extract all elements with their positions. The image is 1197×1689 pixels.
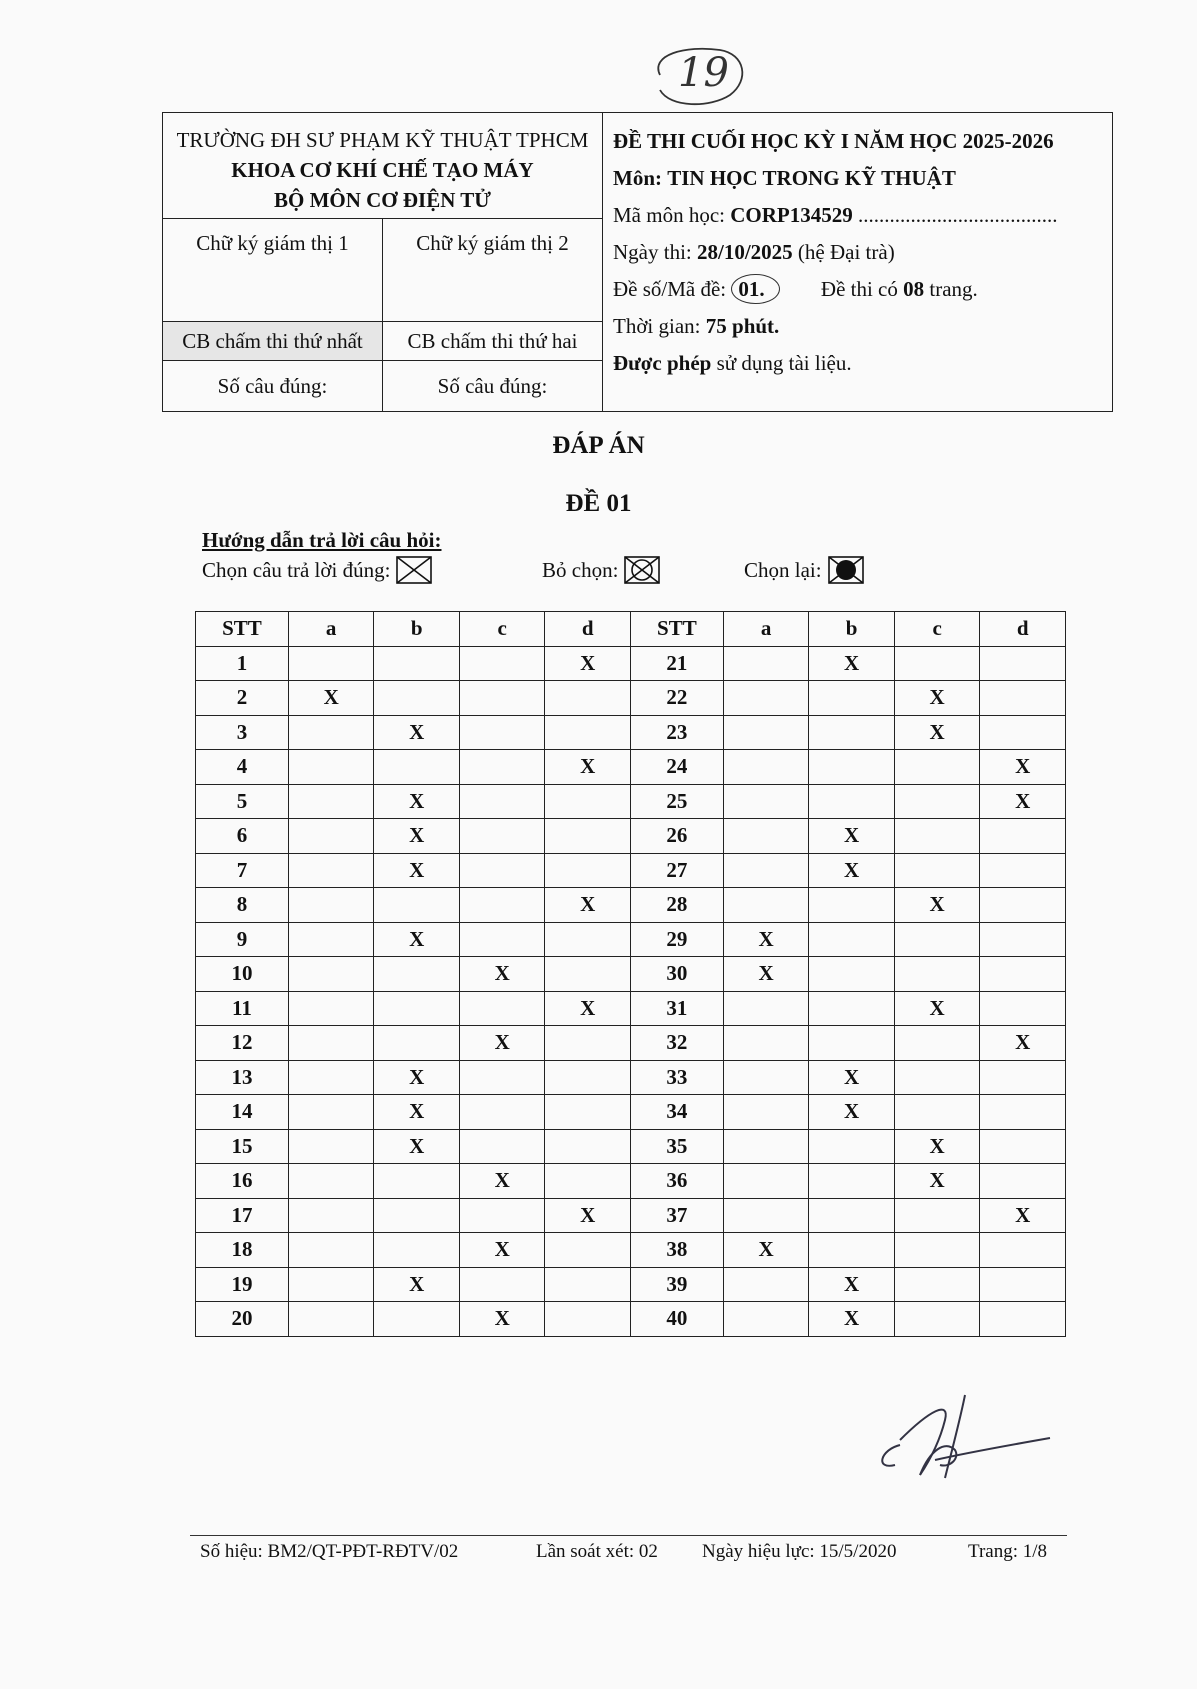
cell-a-right: X: [723, 1233, 809, 1268]
cell-stt-left: 12: [196, 1026, 289, 1061]
exam-number-line: [613, 271, 1103, 308]
proctor-signature-row: [163, 219, 602, 322]
handwritten-signature-icon: [860, 1390, 1060, 1490]
cell-d-right: [980, 922, 1066, 957]
cell-c-left: [459, 681, 545, 716]
cell-d-right: [980, 957, 1066, 992]
cell-stt-left: 3: [196, 715, 289, 750]
cell-c-right: X: [894, 1129, 980, 1164]
cell-c-right: [894, 1095, 980, 1130]
table-row: [196, 1198, 1066, 1233]
cell-d-left: [545, 1164, 631, 1199]
cell-b-right: [809, 715, 895, 750]
cell-d-left: [545, 922, 631, 957]
cell-stt-left: 13: [196, 1060, 289, 1095]
cell-c-left: [459, 784, 545, 819]
cell-a-left: [288, 888, 374, 923]
materials-text: sử dụng tài liệu.: [716, 351, 852, 375]
cell-d-left: [545, 1267, 631, 1302]
cell-a-left: [288, 819, 374, 854]
cell-b-left: X: [374, 1267, 460, 1302]
table-row: [196, 1164, 1066, 1199]
cell-a-left: [288, 1267, 374, 1302]
cell-stt-right: 28: [630, 888, 723, 923]
cell-b-right: [809, 784, 895, 819]
subject-name: TIN HỌC TRONG KỸ THUẬT: [667, 166, 956, 190]
institution-block: [163, 113, 602, 219]
cell-stt-right: 25: [630, 784, 723, 819]
crossed-box-icon: [396, 556, 432, 584]
cell-a-left: [288, 853, 374, 888]
cell-stt-right: 24: [630, 750, 723, 785]
materials-allowed: Được phép: [613, 351, 712, 375]
cell-stt-right: 35: [630, 1129, 723, 1164]
cell-a-left: [288, 1198, 374, 1233]
cell-a-right: [723, 1302, 809, 1337]
cell-b-right: [809, 991, 895, 1026]
proctor2-label: Chữ ký giám thị 2: [416, 231, 569, 255]
header-d-right: d: [980, 612, 1066, 647]
cell-c-left: X: [459, 1026, 545, 1061]
cell-a-right: [723, 1095, 809, 1130]
cell-a-left: [288, 1129, 374, 1164]
guide-title: Hướng dẫn trả lời câu hỏi:: [202, 528, 442, 552]
cell-d-right: [980, 1095, 1066, 1130]
cell-b-right: X: [809, 1302, 895, 1337]
cell-stt-left: 18: [196, 1233, 289, 1268]
cell-b-left: [374, 1302, 460, 1337]
cell-stt-right: 23: [630, 715, 723, 750]
cell-c-left: [459, 1129, 545, 1164]
cell-stt-left: 9: [196, 922, 289, 957]
cell-stt-left: 10: [196, 957, 289, 992]
table-row: [196, 681, 1066, 716]
cell-stt-right: 31: [630, 991, 723, 1026]
cell-a-left: [288, 784, 374, 819]
cell-d-left: X: [545, 750, 631, 785]
cell-b-right: [809, 1198, 895, 1233]
header-left-panel: [163, 113, 603, 411]
grader-row: [163, 322, 602, 361]
cell-d-left: [545, 1129, 631, 1164]
cell-d-left: [545, 819, 631, 854]
cell-stt-left: 8: [196, 888, 289, 923]
cell-stt-left: 7: [196, 853, 289, 888]
pages-unit: trang.: [929, 277, 978, 301]
cell-d-left: [545, 853, 631, 888]
cell-d-left: X: [545, 646, 631, 681]
cell-d-right: [980, 991, 1066, 1026]
cell-b-right: [809, 957, 895, 992]
cell-c-left: [459, 922, 545, 957]
cell-a-right: [723, 1198, 809, 1233]
cell-b-right: [809, 1164, 895, 1199]
cell-d-right: [980, 1233, 1066, 1268]
cell-stt-right: 26: [630, 819, 723, 854]
guide-choose-label: Chọn câu trả lời đúng:: [202, 557, 391, 582]
table-row: [196, 1267, 1066, 1302]
cell-d-right: X: [980, 750, 1066, 785]
exam-date-label: Ngày thi:: [613, 240, 692, 264]
cell-stt-right: 27: [630, 853, 723, 888]
cell-c-left: [459, 750, 545, 785]
guide-rechoose: [744, 556, 864, 584]
table-row: [196, 715, 1066, 750]
course-code-dots: ......................................: [857, 203, 1058, 227]
header-a-right: a: [723, 612, 809, 647]
cell-c-left: [459, 853, 545, 888]
correct-count1-label: Số câu đúng:: [163, 361, 383, 411]
cell-stt-left: 16: [196, 1164, 289, 1199]
cell-a-right: [723, 784, 809, 819]
cell-a-left: [288, 922, 374, 957]
answer-table-body: [196, 646, 1066, 1336]
cell-d-right: [980, 715, 1066, 750]
grader2-label: CB chấm thi thứ hai: [407, 329, 578, 353]
cell-b-left: [374, 1233, 460, 1268]
correct-count-row: [163, 361, 602, 411]
cell-c-left: [459, 1060, 545, 1095]
header-c-right: c: [894, 612, 980, 647]
header-a-left: a: [288, 612, 374, 647]
cell-b-right: [809, 1026, 895, 1061]
table-header-row: [196, 612, 1066, 647]
course-code-line: [613, 197, 1103, 234]
cell-stt-left: 5: [196, 784, 289, 819]
cell-b-left: [374, 681, 460, 716]
cell-a-left: [288, 646, 374, 681]
table-row: [196, 819, 1066, 854]
cell-c-right: [894, 819, 980, 854]
exam-date-line: [613, 234, 1103, 271]
exam-no-label: Đề số/Mã đề:: [613, 277, 727, 301]
cell-b-right: [809, 1129, 895, 1164]
department-name: BỘ MÔN CƠ ĐIỆN TỬ: [273, 188, 491, 212]
cell-a-right: [723, 853, 809, 888]
table-row: [196, 750, 1066, 785]
table-row: [196, 646, 1066, 681]
cell-a-right: [723, 1026, 809, 1061]
table-row: [196, 957, 1066, 992]
cell-b-left: [374, 646, 460, 681]
table-row: [196, 1060, 1066, 1095]
correct-count2-label: Số câu đúng:: [437, 374, 548, 398]
course-code: CORP134529: [730, 203, 853, 227]
cell-b-right: [809, 750, 895, 785]
footer-effective-date: Ngày hiệu lực: 15/5/2020: [702, 1541, 897, 1562]
cell-stt-right: 39: [630, 1267, 723, 1302]
cell-a-left: [288, 1060, 374, 1095]
cell-a-left: [288, 991, 374, 1026]
cell-c-left: [459, 1198, 545, 1233]
table-row: [196, 1129, 1066, 1164]
cell-b-right: X: [809, 853, 895, 888]
cell-stt-right: 33: [630, 1060, 723, 1095]
cell-c-right: [894, 1198, 980, 1233]
signature: [860, 1390, 1060, 1490]
cell-d-right: [980, 646, 1066, 681]
cell-d-right: [980, 1129, 1066, 1164]
cell-c-right: [894, 646, 980, 681]
header-b-right: b: [809, 612, 895, 647]
cell-c-right: [894, 784, 980, 819]
cell-d-right: [980, 1302, 1066, 1337]
header-right-panel: [613, 123, 1103, 382]
cell-b-left: X: [374, 819, 460, 854]
proctor1-label: Chữ ký giám thị 1: [163, 219, 383, 321]
cell-b-right: [809, 681, 895, 716]
cell-c-left: [459, 991, 545, 1026]
cell-c-right: X: [894, 681, 980, 716]
table-row: [196, 1026, 1066, 1061]
guide-row: [202, 556, 902, 590]
cell-d-right: [980, 681, 1066, 716]
cell-a-right: X: [723, 922, 809, 957]
guide-deselect: [542, 556, 660, 584]
cell-d-left: [545, 784, 631, 819]
cell-b-right: X: [809, 819, 895, 854]
exam-date: 28/10/2025: [697, 240, 793, 264]
cell-d-left: [545, 1060, 631, 1095]
cell-c-left: X: [459, 1302, 545, 1337]
cell-stt-right: 38: [630, 1233, 723, 1268]
course-code-label: Mã môn học:: [613, 203, 725, 227]
cell-c-right: X: [894, 991, 980, 1026]
cell-d-right: X: [980, 1198, 1066, 1233]
page-number-mark: [640, 40, 750, 110]
cell-stt-right: 30: [630, 957, 723, 992]
table-row: [196, 991, 1066, 1026]
cell-a-right: [723, 819, 809, 854]
cell-a-right: [723, 1164, 809, 1199]
cell-d-right: [980, 1267, 1066, 1302]
cell-d-right: [980, 1164, 1066, 1199]
cell-b-right: X: [809, 1060, 895, 1095]
cell-a-left: X: [288, 681, 374, 716]
cell-stt-left: 20: [196, 1302, 289, 1337]
duration-value: 75 phút.: [705, 314, 780, 338]
cell-d-left: X: [545, 991, 631, 1026]
cell-stt-right: 37: [630, 1198, 723, 1233]
cell-stt-left: 11: [196, 991, 289, 1026]
cell-b-left: [374, 750, 460, 785]
cell-stt-right: 36: [630, 1164, 723, 1199]
faculty-name: KHOA CƠ KHÍ CHẾ TẠO MÁY: [231, 158, 534, 182]
subject-label: Môn:: [613, 166, 662, 190]
pages-count: 08: [903, 277, 925, 301]
cell-c-right: [894, 922, 980, 957]
footer-page: Trang: 1/8: [968, 1541, 1048, 1562]
table-row: [196, 784, 1066, 819]
cell-b-right: [809, 888, 895, 923]
cell-d-right: [980, 853, 1066, 888]
page-mark-number: 19: [678, 50, 729, 96]
cell-a-left: [288, 715, 374, 750]
cell-b-right: X: [809, 646, 895, 681]
cell-a-left: [288, 1095, 374, 1130]
cell-b-left: [374, 991, 460, 1026]
cell-d-right: [980, 1060, 1066, 1095]
cell-stt-right: 22: [630, 681, 723, 716]
grader1-label: CB chấm thi thứ nhất: [163, 322, 383, 360]
header-stt-right: STT: [630, 612, 723, 647]
cell-a-left: [288, 750, 374, 785]
subject-line: [613, 160, 1103, 197]
cell-a-right: [723, 750, 809, 785]
cell-c-left: [459, 1095, 545, 1130]
cell-stt-left: 14: [196, 1095, 289, 1130]
cell-b-right: X: [809, 1267, 895, 1302]
table-row: [196, 1095, 1066, 1130]
header-c-left: c: [459, 612, 545, 647]
cell-stt-left: 6: [196, 819, 289, 854]
cell-c-left: [459, 888, 545, 923]
table-row: [196, 922, 1066, 957]
cell-b-left: [374, 957, 460, 992]
cell-a-right: [723, 888, 809, 923]
materials-line: [613, 345, 1103, 382]
cell-a-right: [723, 681, 809, 716]
cell-d-left: [545, 1095, 631, 1130]
crossed-circled-box-icon: [624, 556, 660, 584]
cell-stt-right: 40: [630, 1302, 723, 1337]
cell-c-right: [894, 1267, 980, 1302]
cell-d-left: [545, 681, 631, 716]
cell-c-right: [894, 750, 980, 785]
exam-title: ĐỀ THI CUỐI HỌC KỲ I NĂM HỌC 2025-2026: [613, 129, 1054, 153]
guide-rechoose-label: Chọn lại:: [744, 557, 822, 582]
cell-a-left: [288, 1026, 374, 1061]
cell-b-left: [374, 1026, 460, 1061]
cell-a-right: [723, 715, 809, 750]
pages-label: Đề thi có: [820, 277, 898, 301]
cell-c-right: [894, 1026, 980, 1061]
cell-c-left: X: [459, 1164, 545, 1199]
footer-revision: Lần soát xét: 02: [536, 1541, 658, 1562]
cell-c-right: [894, 957, 980, 992]
table-row: [196, 1233, 1066, 1268]
cell-b-left: X: [374, 784, 460, 819]
cell-a-right: [723, 646, 809, 681]
cell-a-right: [723, 1060, 809, 1095]
cell-a-right: [723, 1129, 809, 1164]
cell-stt-right: 21: [630, 646, 723, 681]
duration-line: [613, 308, 1103, 345]
guide-deselect-label: Bỏ chọn:: [542, 557, 619, 582]
filled-box-icon: [828, 556, 864, 584]
cell-c-right: X: [894, 888, 980, 923]
cell-d-left: [545, 715, 631, 750]
cell-c-right: [894, 853, 980, 888]
cell-c-right: [894, 1233, 980, 1268]
header-stt-left: STT: [196, 612, 289, 647]
cell-b-left: [374, 1164, 460, 1199]
cell-stt-left: 15: [196, 1129, 289, 1164]
header-b-left: b: [374, 612, 460, 647]
cell-b-left: [374, 888, 460, 923]
exam-code-title: ĐỀ 01: [565, 490, 632, 517]
cell-c-left: [459, 1267, 545, 1302]
footer-divider: [190, 1535, 1067, 1536]
cell-b-left: X: [374, 853, 460, 888]
exam-header: [162, 112, 1113, 412]
cell-b-left: X: [374, 1129, 460, 1164]
cell-stt-left: 4: [196, 750, 289, 785]
cell-c-right: X: [894, 715, 980, 750]
cell-a-right: [723, 991, 809, 1026]
cell-stt-left: 19: [196, 1267, 289, 1302]
cell-b-left: X: [374, 715, 460, 750]
footer-doc-no: Số hiệu: BM2/QT-PĐT-RĐTV/02: [200, 1541, 459, 1562]
cell-c-left: [459, 715, 545, 750]
answer-title: ĐÁP ÁN: [552, 432, 645, 459]
cell-c-left: X: [459, 957, 545, 992]
cell-stt-left: 2: [196, 681, 289, 716]
cell-stt-left: 17: [196, 1198, 289, 1233]
cell-b-left: [374, 1198, 460, 1233]
table-row: [196, 1302, 1066, 1337]
cell-c-right: X: [894, 1164, 980, 1199]
cell-b-left: X: [374, 1095, 460, 1130]
header-d-left: d: [545, 612, 631, 647]
cell-b-left: X: [374, 922, 460, 957]
cell-d-right: [980, 888, 1066, 923]
exam-date-note: (hệ Đại trà): [797, 240, 895, 264]
cell-d-left: [545, 1233, 631, 1268]
answer-table: [195, 611, 1066, 1337]
cell-c-right: [894, 1302, 980, 1337]
cell-d-left: X: [545, 1198, 631, 1233]
duration-label: Thời gian:: [613, 314, 701, 338]
cell-c-left: [459, 819, 545, 854]
school-name: TRƯỜNG ĐH SƯ PHẠM KỸ THUẬT TPHCM: [176, 128, 589, 152]
cell-stt-left: 1: [196, 646, 289, 681]
exam-no: 01.: [731, 274, 779, 304]
cell-stt-right: 32: [630, 1026, 723, 1061]
cell-d-left: [545, 1302, 631, 1337]
cell-d-left: [545, 957, 631, 992]
cell-a-left: [288, 1302, 374, 1337]
cell-a-left: [288, 1164, 374, 1199]
cell-d-right: X: [980, 1026, 1066, 1061]
cell-stt-right: 29: [630, 922, 723, 957]
cell-b-left: X: [374, 1060, 460, 1095]
cell-d-right: [980, 819, 1066, 854]
cell-a-right: X: [723, 957, 809, 992]
cell-c-left: [459, 646, 545, 681]
guide-choose: [202, 556, 432, 584]
cell-d-left: X: [545, 888, 631, 923]
cell-b-right: X: [809, 1095, 895, 1130]
table-row: [196, 853, 1066, 888]
cell-a-right: [723, 1267, 809, 1302]
cell-a-left: [288, 1233, 374, 1268]
cell-c-right: [894, 1060, 980, 1095]
cell-a-left: [288, 957, 374, 992]
cell-c-left: X: [459, 1233, 545, 1268]
cell-d-right: X: [980, 784, 1066, 819]
table-row: [196, 888, 1066, 923]
cell-b-right: [809, 1233, 895, 1268]
cell-d-left: [545, 1026, 631, 1061]
cell-stt-right: 34: [630, 1095, 723, 1130]
cell-b-right: [809, 922, 895, 957]
